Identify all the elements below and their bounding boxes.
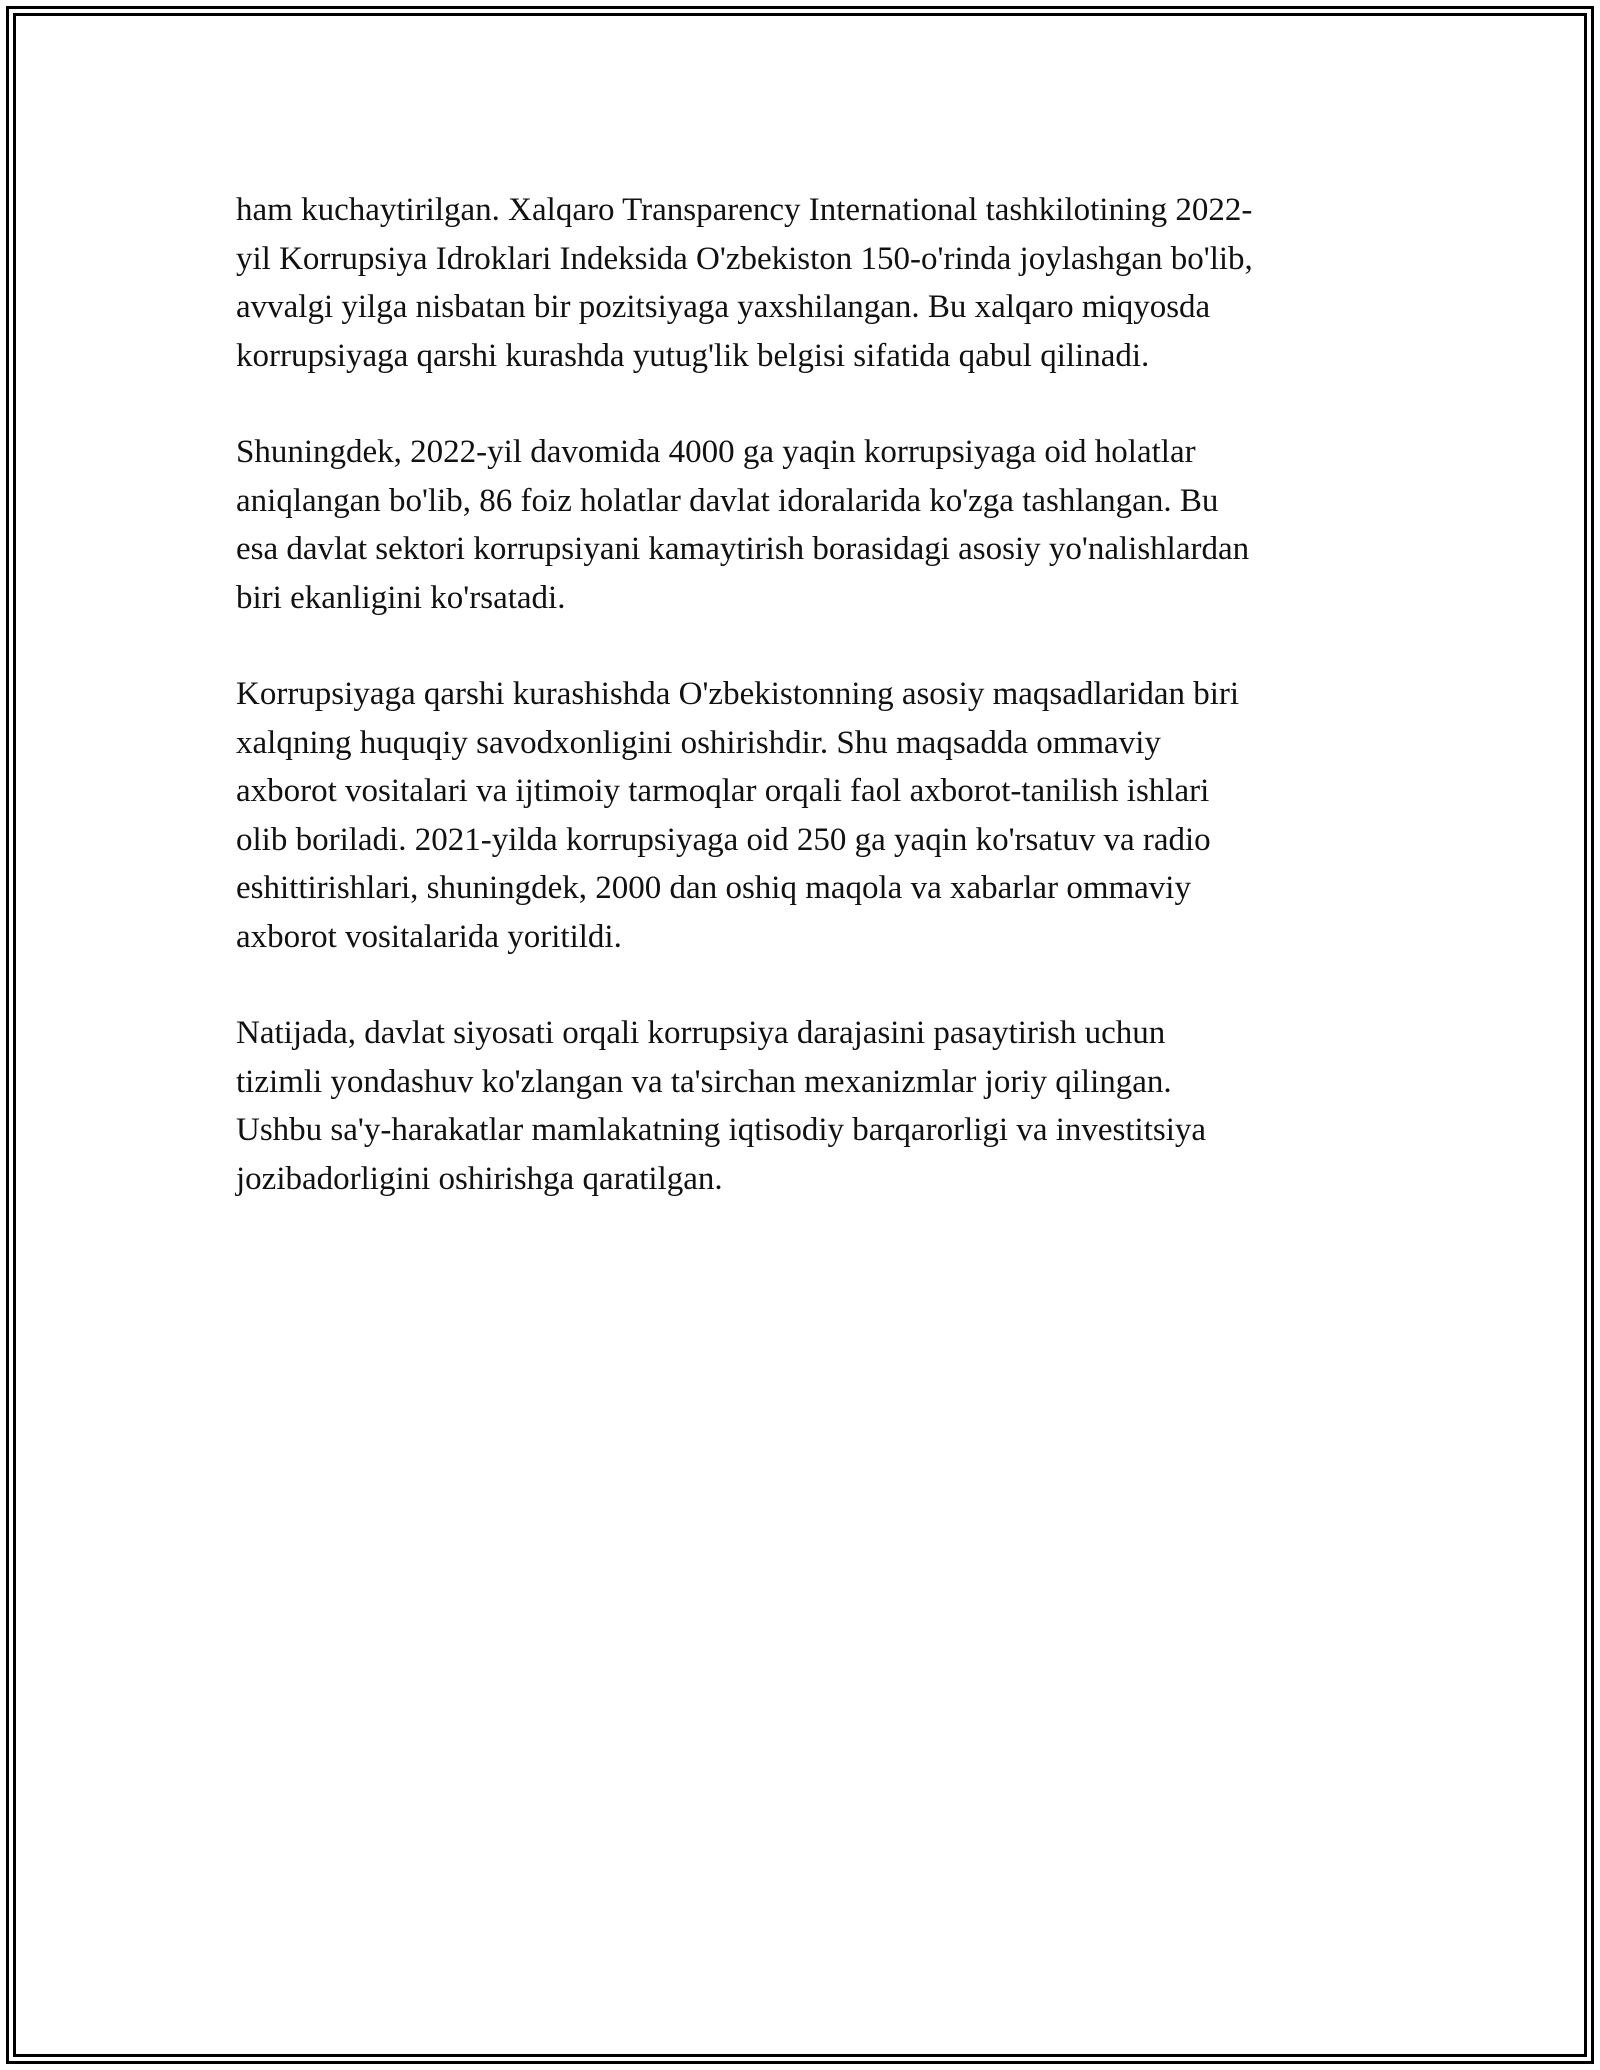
document-body	[236, 186, 1376, 1251]
paragraph-legal-literacy: Korrupsiyaga qarshi kurashishda O'zbekistonning asosiy maqsadlaridan biri xalqning huquqiy savodxonligini oshirishdir. Shu maqsadda ommaviy axborot vositalari va ijtimoiy tarmoqlar orqali faol axborot-tanilish ishlari olib boriladi. 2021-yilda korrupsiyaga oid 250 ga yaqin ko'rsatuv va radio eshittirishlari, shuningdek, 2000 dan oshiq maqola va xabarlar ommaviy axborot vositalarida yoritildi.	[236, 676, 1240, 955]
paragraph-conclusion: Natijada, davlat siyosati orqali korrupsiya darajasini pasaytirish uchun tizimli yondashuv ko'zlangan va ta'sirchan mexanizmlar joriy qilingan. Ushbu sa'y-harakatlar mamlakatning iqtisodiy barqarorligi va investitsiya jozibadorligini oshirishga qaratilgan.	[236, 1015, 1207, 1197]
paragraph-transparency-index: ham kuchaytirilgan. Xalqaro Transparency International tashkilotining 2022- yil Korrupsiya Idroklari Indeksida O'zbekiston 150-o'rinda joylashgan bo'lib, avvalgi yilga nisbatan bir pozitsiyaga yaxshilangan. Bu xalqaro miqyosda korrupsiyaga qarshi kurashda yutug'lik belgisi sifatida qabul qilinadi.	[236, 192, 1253, 374]
paragraph-corruption-cases: Shuningdek, 2022-yil davomida 4000 ga yaqin korrupsiyaga oid holatlar aniqlangan bo'lib, 86 foiz holatlar davlat idoralarida ko'zga tashlangan. Bu esa davlat sektori korrupsiyani kamaytirish borasidagi asosiy yo'nalishlardan biri ekanligini ko'rsatadi.	[236, 434, 1250, 616]
